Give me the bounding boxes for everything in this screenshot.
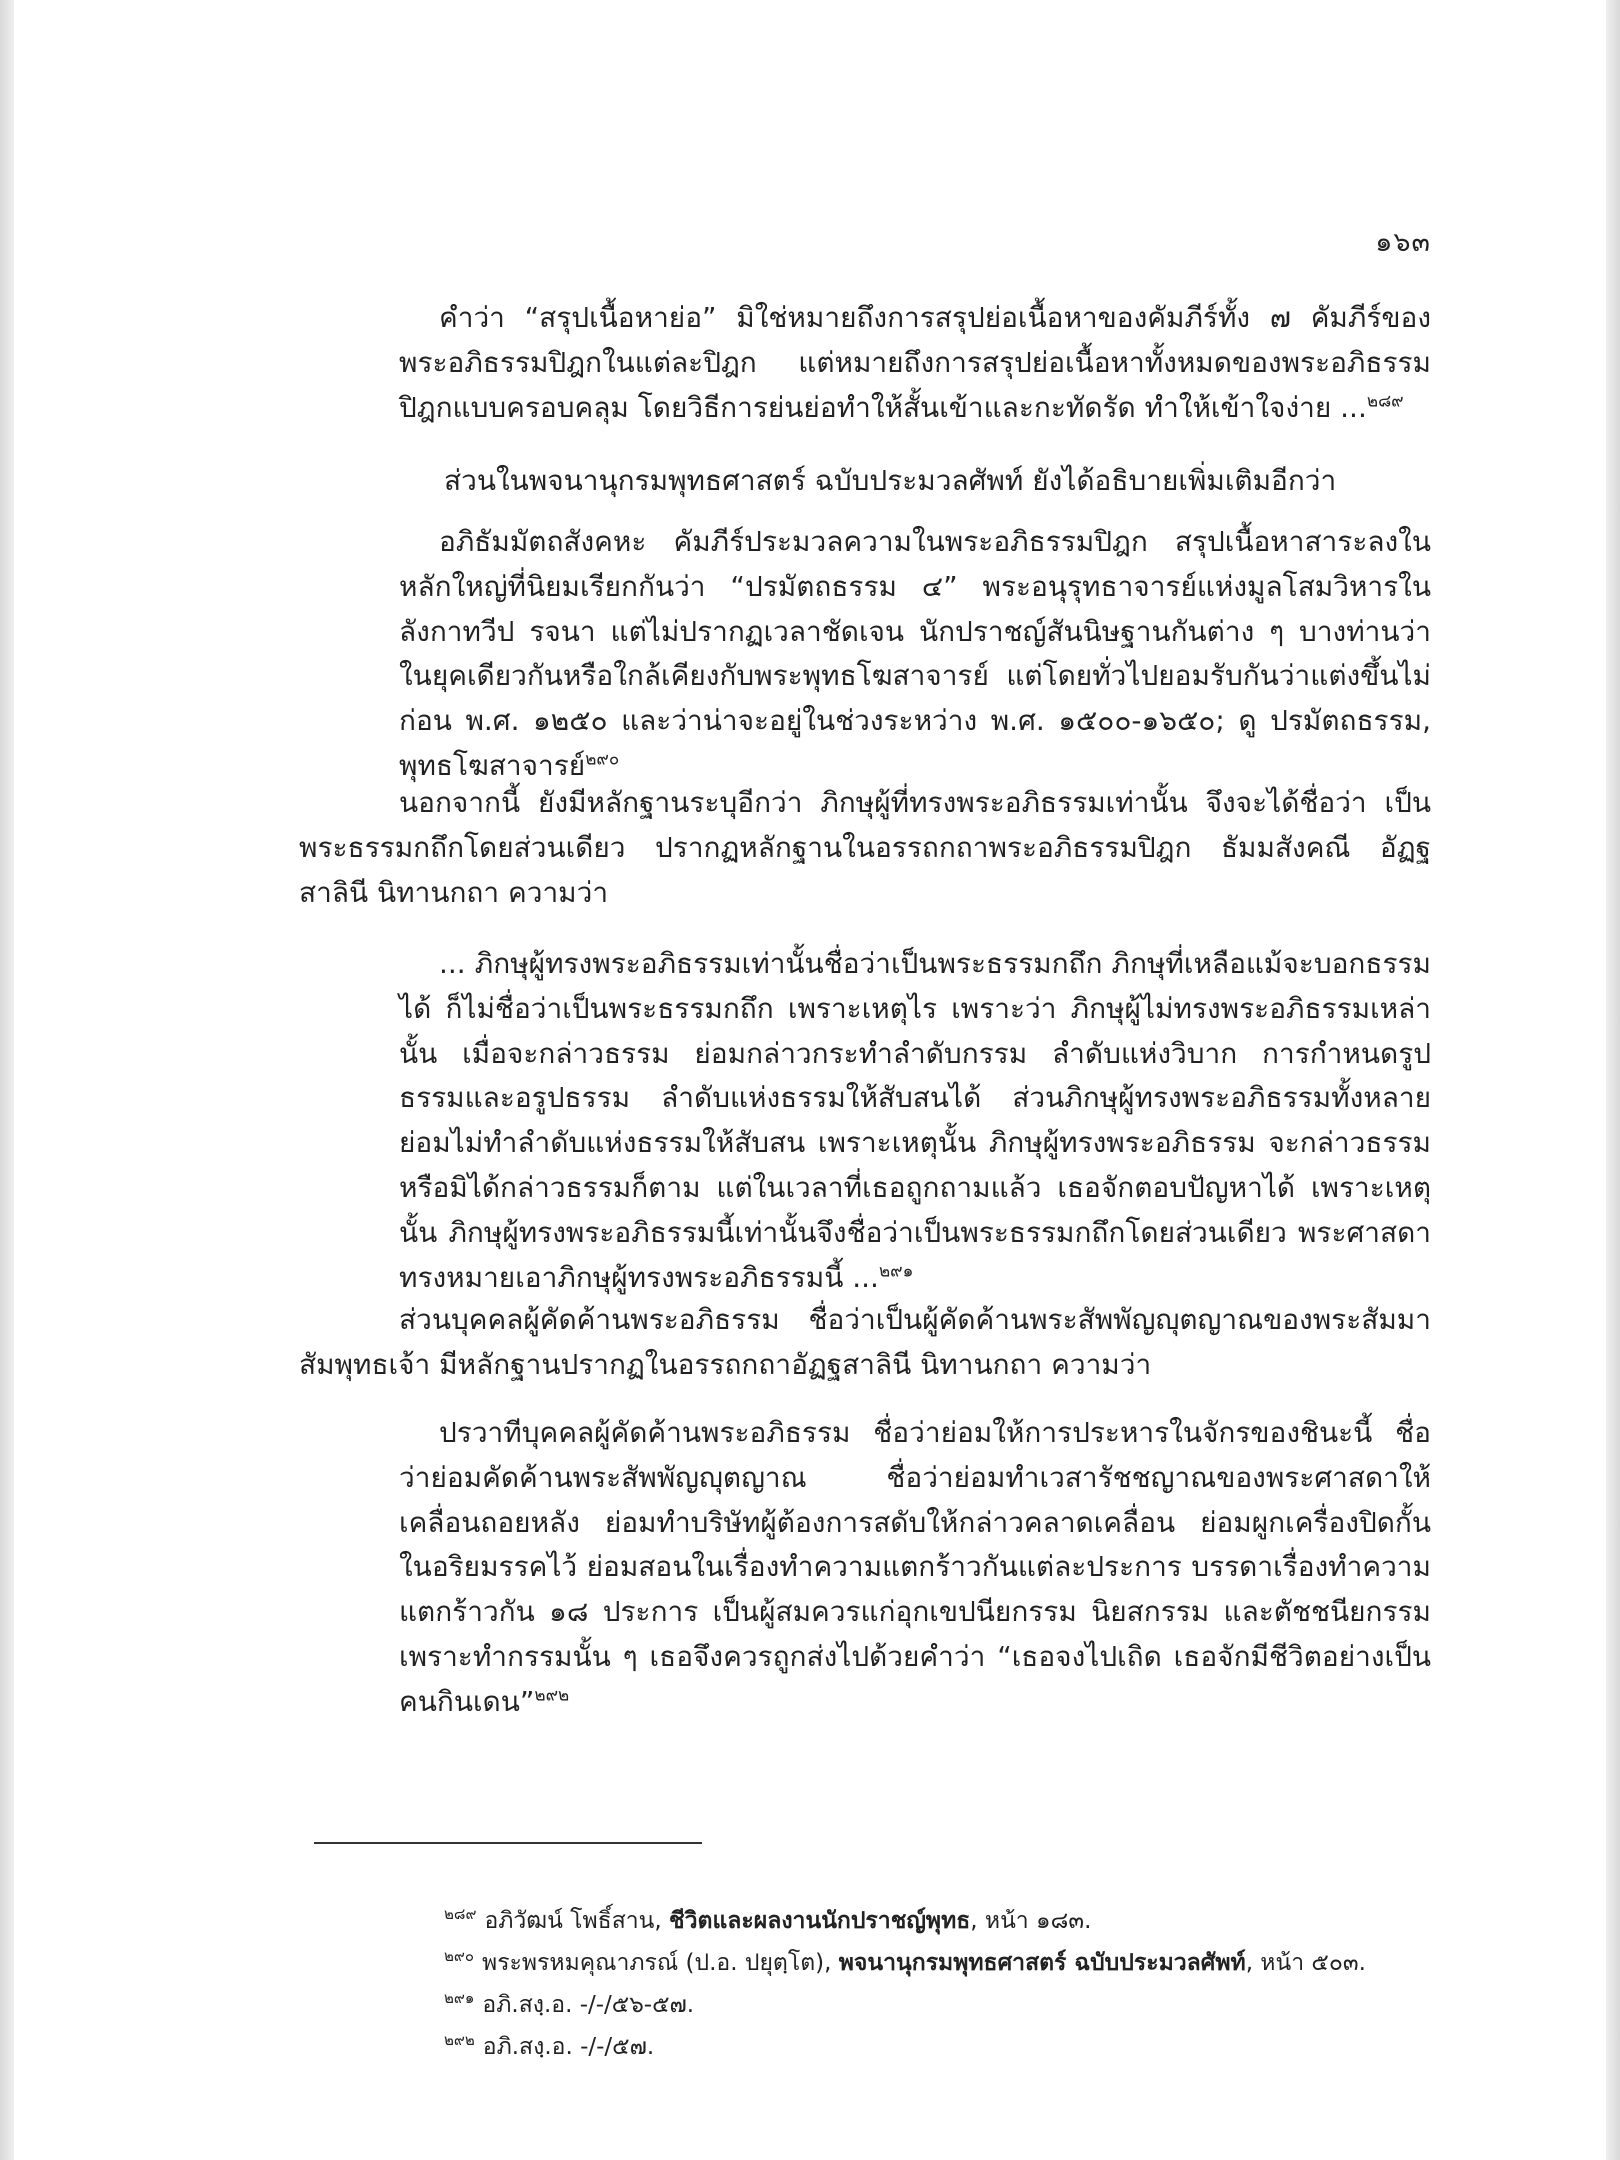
quote-text: อภิธัมมัตถสังคหะ คัมภีร์ประมวลความในพระอภิธรรมปิฎก สรุปเนื้อหาสาระลงในหลักใหญ่ที่นิยมเรียกกันว่า “ปรมัตถธรรม ๔” พระอนุรุทธาจารย์แห่งมูลโสมวิหารในลังกาทวีป รจนา แต่ไม่ปรากฏเวลาชัดเจน นักปราชญ์สันนิษฐานกันต่าง ๆ บางท่านว่าในยุคเดียวกันหรือใกล้เคียงกับพระพุทธโฆสาจารย์ แต่โดยทั่วไปยอมรับกันว่าแต่งขึ้นไม่ก่อน พ.ศ. ๑๒๕๐ และว่าน่าจะอยู่ในช่วงระหว่าง พ.ศ. ๑๕๐๐-๑๖๕๐; ดู ปรมัตถธรรม, พุทธโฆสาจารย์: [399, 525, 1431, 782]
body-paragraph-6: [299, 1298, 1431, 1388]
body-paragraph-4: [299, 781, 1431, 915]
footnote-number: ๒๘๙: [444, 1905, 477, 1924]
body-text: ส่วนบุคคลผู้คัดค้านพระอภิธรรม ชื่อว่าเป็นผู้คัดค้านพระสัพพัญญุตญาณของพระสัมมาสัมพุทธเจ้า มีหลักฐานปรากฏในอรรถกถาอัฏฐสาลินี นิทานกถา ความว่า: [299, 1303, 1431, 1381]
quote-paragraph-7: [399, 1411, 1431, 1725]
footnote-text: อภิวัฒน์ โพธิ์สาน,: [484, 1908, 670, 1934]
footnote-title: ชีวิตและผลงานนักปราชญ์พุทธ: [669, 1908, 971, 1934]
footnote-page: , หน้า ๑๘๓.: [970, 1908, 1092, 1934]
footnote-number: ๒๙๑: [444, 1989, 475, 2008]
quote-paragraph-1: [399, 296, 1431, 430]
footnote-ref-290: ๒๙๐: [585, 749, 620, 770]
footnote-title: พจนานุกรมพุทธศาสตร์ ฉบับประมวลศัพท์: [838, 1950, 1246, 1976]
footnote-number: ๒๙๒: [444, 2031, 475, 2050]
footnote-text: อภิ.สงฺ.อ. -/-/๕๗.: [482, 2034, 655, 2060]
document-page: [14, 0, 1606, 2160]
quote-text: คำว่า “สรุปเนื้อหาย่อ” มิใช่หมายถึงการสรุปย่อเนื้อหาของคัมภีร์ทั้ง ๗ คัมภีร์ของพระอภิธรรมปิฎกในแต่ละปิฎก แต่หมายถึงการสรุปย่อเนื้อหาทั้งหมดของพระอภิธรรมปิฎกแบบครอบคลุม โดยวิธีการย่นย่อทำให้สั้นเข้าและกะทัดรัด ทำให้เข้าใจง่าย ...: [399, 301, 1431, 424]
page-number: ๑๖๓: [1375, 227, 1431, 258]
scan-right-edge: [1606, 0, 1620, 2160]
footnote-292: [444, 2032, 1444, 2062]
quote-text: ... ภิกษุผู้ทรงพระอภิธรรมเท่านั้นชื่อว่าเป็นพระธรรมกถึก ภิกษุที่เหลือแม้จะบอกธรรมได้ ก็ไม่ชื่อว่าเป็นพระธรรมกถึก เพราะเหตุไร เพราะว่า ภิกษุผู้ไม่ทรงพระอภิธรรมเหล่านั้น เมื่อจะกล่าวธรรม ย่อมกล่าวกระทำลำดับกรรม ลำดับแห่งวิบาก การกำหนดรูปธรรมและอรูปธรรม ลำดับแห่งธรรมให้สับสนได้ ส่วนภิกษุผู้ทรงพระอภิธรรมทั้งหลาย ย่อมไม่ทำลำดับแห่งธรรมให้สับสน เพราะเหตุนั้น ภิกษุผู้ทรงพระอภิธรรม จะกล่าวธรรมหรือมิได้กล่าวธรรมก็ตาม แต่ในเวลาที่เธอถูกถามแล้ว เธอจักตอบปัญหาได้ เพราะเหตุนั้น ภิกษุผู้ทรงพระอภิธรรมนี้เท่านั้นจึงชื่อว่าเป็นพระธรรมกถึกโดยส่วนเดียว พระศาสดาทรงหมายเอาภิกษุผู้ทรงพระอภิธรรมนี้ ...: [399, 947, 1431, 1294]
footnote-ref-291: ๒๙๑: [878, 1261, 914, 1282]
footnote-ref-289: ๒๘๙: [1366, 391, 1404, 412]
footnote-page: , หน้า ๕๐๓.: [1245, 1950, 1366, 1976]
quote-paragraph-5: [399, 942, 1431, 1300]
quote-paragraph-3: [399, 520, 1431, 789]
footnote-text: พระพรหมคุณาภรณ์ (ป.อ. ปยุตฺโต),: [482, 1950, 839, 1976]
footnote-number: ๒๙๐: [444, 1947, 475, 1966]
footnote-290: [444, 1948, 1444, 1978]
scan-left-edge: [0, 0, 14, 2160]
body-text: ส่วนในพจนานุกรมพุทธศาสตร์ ฉบับประมวลศัพท์ ยังได้อธิบายเพิ่มเติมอีกว่า: [444, 464, 1337, 497]
footnote-291: [444, 1990, 1444, 2020]
footnote-ref-292: ๒๙๒: [534, 1685, 570, 1706]
footnote-text: อภิ.สงฺ.อ. -/-/๕๖-๕๗.: [482, 1992, 695, 2018]
body-text: นอกจากนี้ ยังมีหลักฐานระบุอีกว่า ภิกษุผู้ที่ทรงพระอภิธรรมเท่านั้น จึงจะได้ชื่อว่า เป็นพระธรรมกถึกโดยส่วนเดียว ปรากฏหลักฐานในอรรถกถาพระอภิธรรมปิฎก ธัมมสังคณี อัฏฐสาลินี นิทานกถา ความว่า: [299, 786, 1431, 909]
body-paragraph-2: [399, 459, 1431, 504]
quote-text: ปรวาทีบุคคลผู้คัดค้านพระอภิธรรม ชื่อว่าย่อมให้การประหารในจักรของชินะนี้ ชื่อว่าย่อมคัดค้านพระสัพพัญญุตญาณ ชื่อว่าย่อมทำเวสารัชชญาณของพระศาสดาให้เคลื่อนถอยหลัง ย่อมทำบริษัทผู้ต้องการสดับให้กล่าวคลาดเคลื่อน ย่อมผูกเครื่องปิดกั้นในอริยมรรคไว้ ย่อมสอนในเรื่องทำความแตกร้าวกันแต่ละประการ บรรดาเรื่องทำความแตกร้าวกัน ๑๘ ประการ เป็นผู้สมควรแก่อุกเขปนียกรรม นิยสกรรม และตัชชนียกรรม เพราะทำกรรมนั้น ๆ เธอจึงควรถูกส่งไปด้วยคำว่า “เธอจงไปเถิด เธอจักมีชีวิตอย่างเป็นคนกินเดน”: [399, 1416, 1431, 1718]
footnote-separator: [314, 1842, 702, 1844]
footnote-289: [444, 1906, 1444, 1936]
